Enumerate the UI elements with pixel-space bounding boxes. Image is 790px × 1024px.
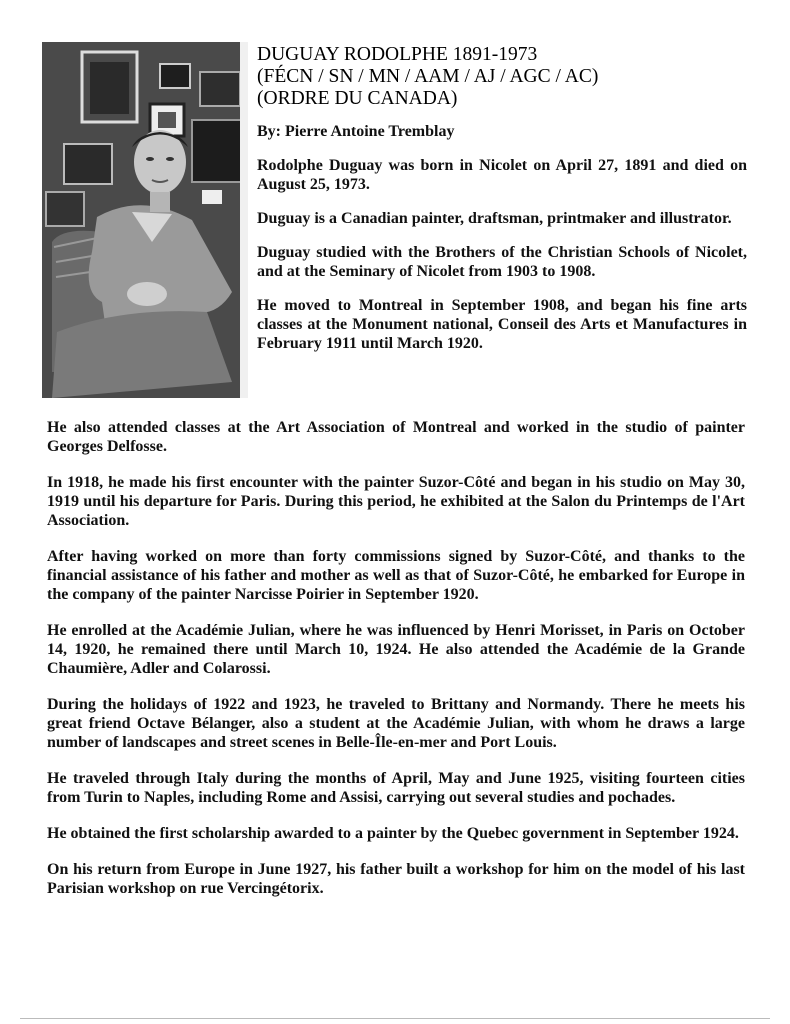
- title-line-2: (FÉCN / SN / MN / AAM / AJ / AGC / AC): [257, 66, 599, 87]
- article-header: [257, 44, 747, 353]
- title-line-1: DUGUAY RODOLPHE 1891-1973: [257, 44, 538, 65]
- paragraph: He also attended classes at the Art Association of Montreal and worked in the studio of painter Georges Delfosse.: [47, 419, 745, 455]
- page-bottom-rule: [20, 1018, 770, 1019]
- paragraph: He enrolled at the Académie Julian, where he was influenced by Henri Morisset, in Paris on October 14, 1920, he remained there until March 10, 1924. He also attended the Académie de la Grande Chaumière, Adler and Colarossi.: [47, 622, 745, 677]
- side-text: [257, 156, 747, 353]
- title-line-3: (ORDRE DU CANADA): [257, 88, 458, 109]
- paragraph: Duguay studied with the Brothers of the Christian Schools of Nicolet, and at the Seminary of Nicolet from 1903 to 1908.: [257, 244, 747, 280]
- byline: By: Pierre Antoine Tremblay: [257, 123, 455, 140]
- paragraph: After having worked on more than forty commissions signed by Suzor-Côté, and thanks to the financial assistance of his father and mother as well as that of Suzor-Côté, he embarked for Europe in the company of the painter Narcisse Poirier in September 1920.: [47, 548, 745, 603]
- portrait-photo: [42, 42, 248, 398]
- paragraph: During the holidays of 1922 and 1923, he traveled to Brittany and Normandy. There he meets his great friend Octave Bélanger, also a student at the Académie Julian, with whom he draws a large number of landscapes and street scenes in Belle-Île-en-mer and Port Louis.: [47, 696, 745, 751]
- portrait-illustration: [42, 42, 248, 398]
- paragraph: Duguay is a Canadian painter, draftsman, printmaker and illustrator.: [257, 210, 732, 227]
- article-body: [47, 418, 745, 915]
- paragraph: He obtained the first scholarship awarded to a painter by the Quebec government in September 1924.: [47, 825, 739, 842]
- paragraph: He traveled through Italy during the months of April, May and June 1925, visiting fourteen cities from Turin to Naples, including Rome and Assisi, carrying out several studies and pochades.: [47, 770, 745, 806]
- paragraph: He moved to Montreal in September 1908, and began his fine arts classes at the Monument national, Conseil des Arts et Manufactures in February 1911 until March 1920.: [257, 297, 747, 352]
- paragraph: On his return from Europe in June 1927, his father built a workshop for him on the model of his last Parisian workshop on rue Vercingétorix.: [47, 861, 745, 897]
- paragraph: Rodolphe Duguay was born in Nicolet on April 27, 1891 and died on August 25, 1973.: [257, 157, 747, 193]
- paragraph: In 1918, he made his first encounter with the painter Suzor-Côté and began in his studio on May 30, 1919 until his departure for Paris. During this period, he exhibited at the Salon du Printemps de l'Art Association.: [47, 474, 745, 529]
